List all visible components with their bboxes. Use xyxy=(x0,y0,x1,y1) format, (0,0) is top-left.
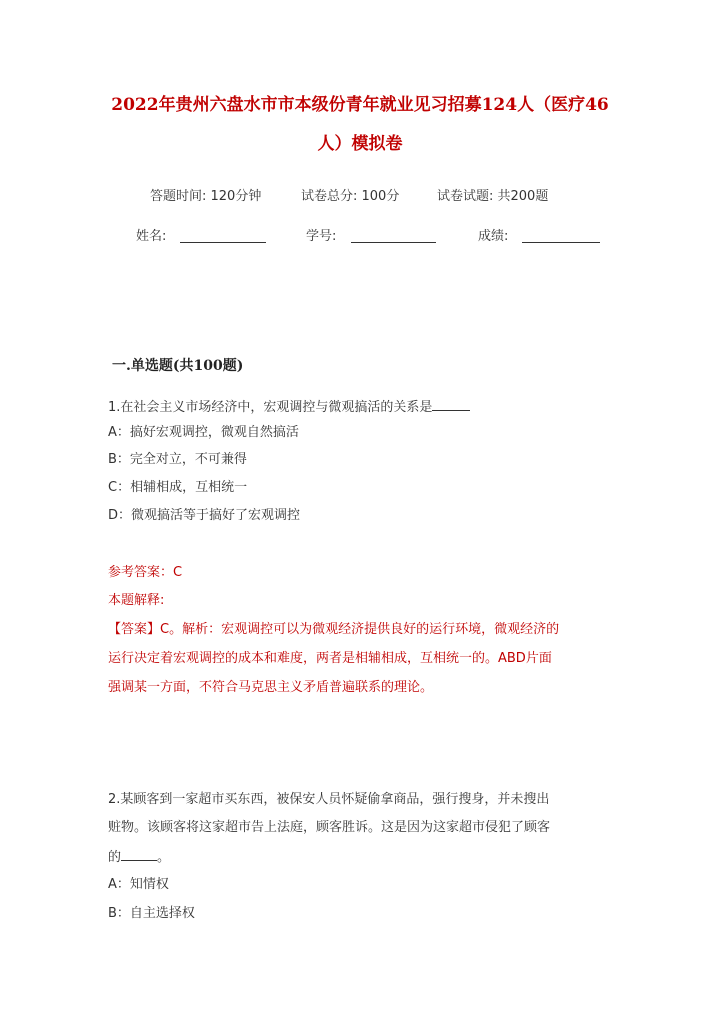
answer-blank xyxy=(432,397,470,411)
question-2-stem-line-1: 2.某顾客到一家超市买东西，被保安人员怀疑偷拿商品，强行搜身，并未搜出 xyxy=(108,792,550,807)
question-1-option-c: C：相辅相成，互相统一 xyxy=(108,480,248,495)
question-1-answer: 参考答案：C xyxy=(108,565,183,580)
exam-title-line-2: 人）模拟卷 xyxy=(317,134,403,154)
question-1-option-a: A：搞好宏观调控，微观自然搞活 xyxy=(108,425,299,440)
exam-question-count: 试卷试题: 共200题 xyxy=(437,189,549,204)
question-stem-suffix: 。 xyxy=(157,850,171,865)
exam-time: 答题时间: 120分钟 xyxy=(150,189,262,204)
question-2-option-b: B：自主选择权 xyxy=(108,906,195,921)
question-stem-text: 1.在社会主义市场经济中，宏观调控与微观搞活的关系是 xyxy=(108,400,433,415)
exam-title-line-1: 2022年贵州六盘水市市本级份青年就业见习招募124人（医疗46 xyxy=(111,95,609,115)
student-id-blank[interactable] xyxy=(351,228,436,243)
question-2-stem-line-2: 赃物。该顾客将这家超市告上法庭，顾客胜诉。这是因为这家超市侵犯了顾客 xyxy=(108,820,551,835)
question-1-explanation-line-2: 运行决定着宏观调控的成本和难度，两者是相辅相成，互相统一的。ABD片面 xyxy=(108,651,552,666)
score-field-label: 成绩: xyxy=(478,229,509,244)
name-field-label: 姓名: xyxy=(136,229,167,244)
student-id-field-label: 学号: xyxy=(306,229,337,244)
question-2-stem-line-3 xyxy=(108,847,170,867)
question-1-stem xyxy=(108,397,470,417)
question-stem-text: 的 xyxy=(108,850,122,865)
question-1-explanation-line-1: 【答案】C。解析：宏观调控可以为微观经济提供良好的运行环境，微观经济的 xyxy=(108,622,560,637)
question-2-option-a: A：知情权 xyxy=(108,877,169,892)
name-blank[interactable] xyxy=(180,228,266,243)
question-1-option-b: B：完全对立，不可兼得 xyxy=(108,452,247,467)
exam-total-score: 试卷总分: 100分 xyxy=(301,189,400,204)
question-1-explanation-line-3: 强调某一方面，不符合马克思主义矛盾普遍联系的理论。 xyxy=(108,680,434,695)
answer-blank xyxy=(121,847,157,861)
question-1-explanation-label: 本题解释: xyxy=(108,593,165,608)
question-1-option-d: D：微观搞活等于搞好了宏观调控 xyxy=(108,508,301,523)
section-heading: 一.单选题(共100题) xyxy=(112,358,244,374)
score-blank[interactable] xyxy=(522,228,600,243)
